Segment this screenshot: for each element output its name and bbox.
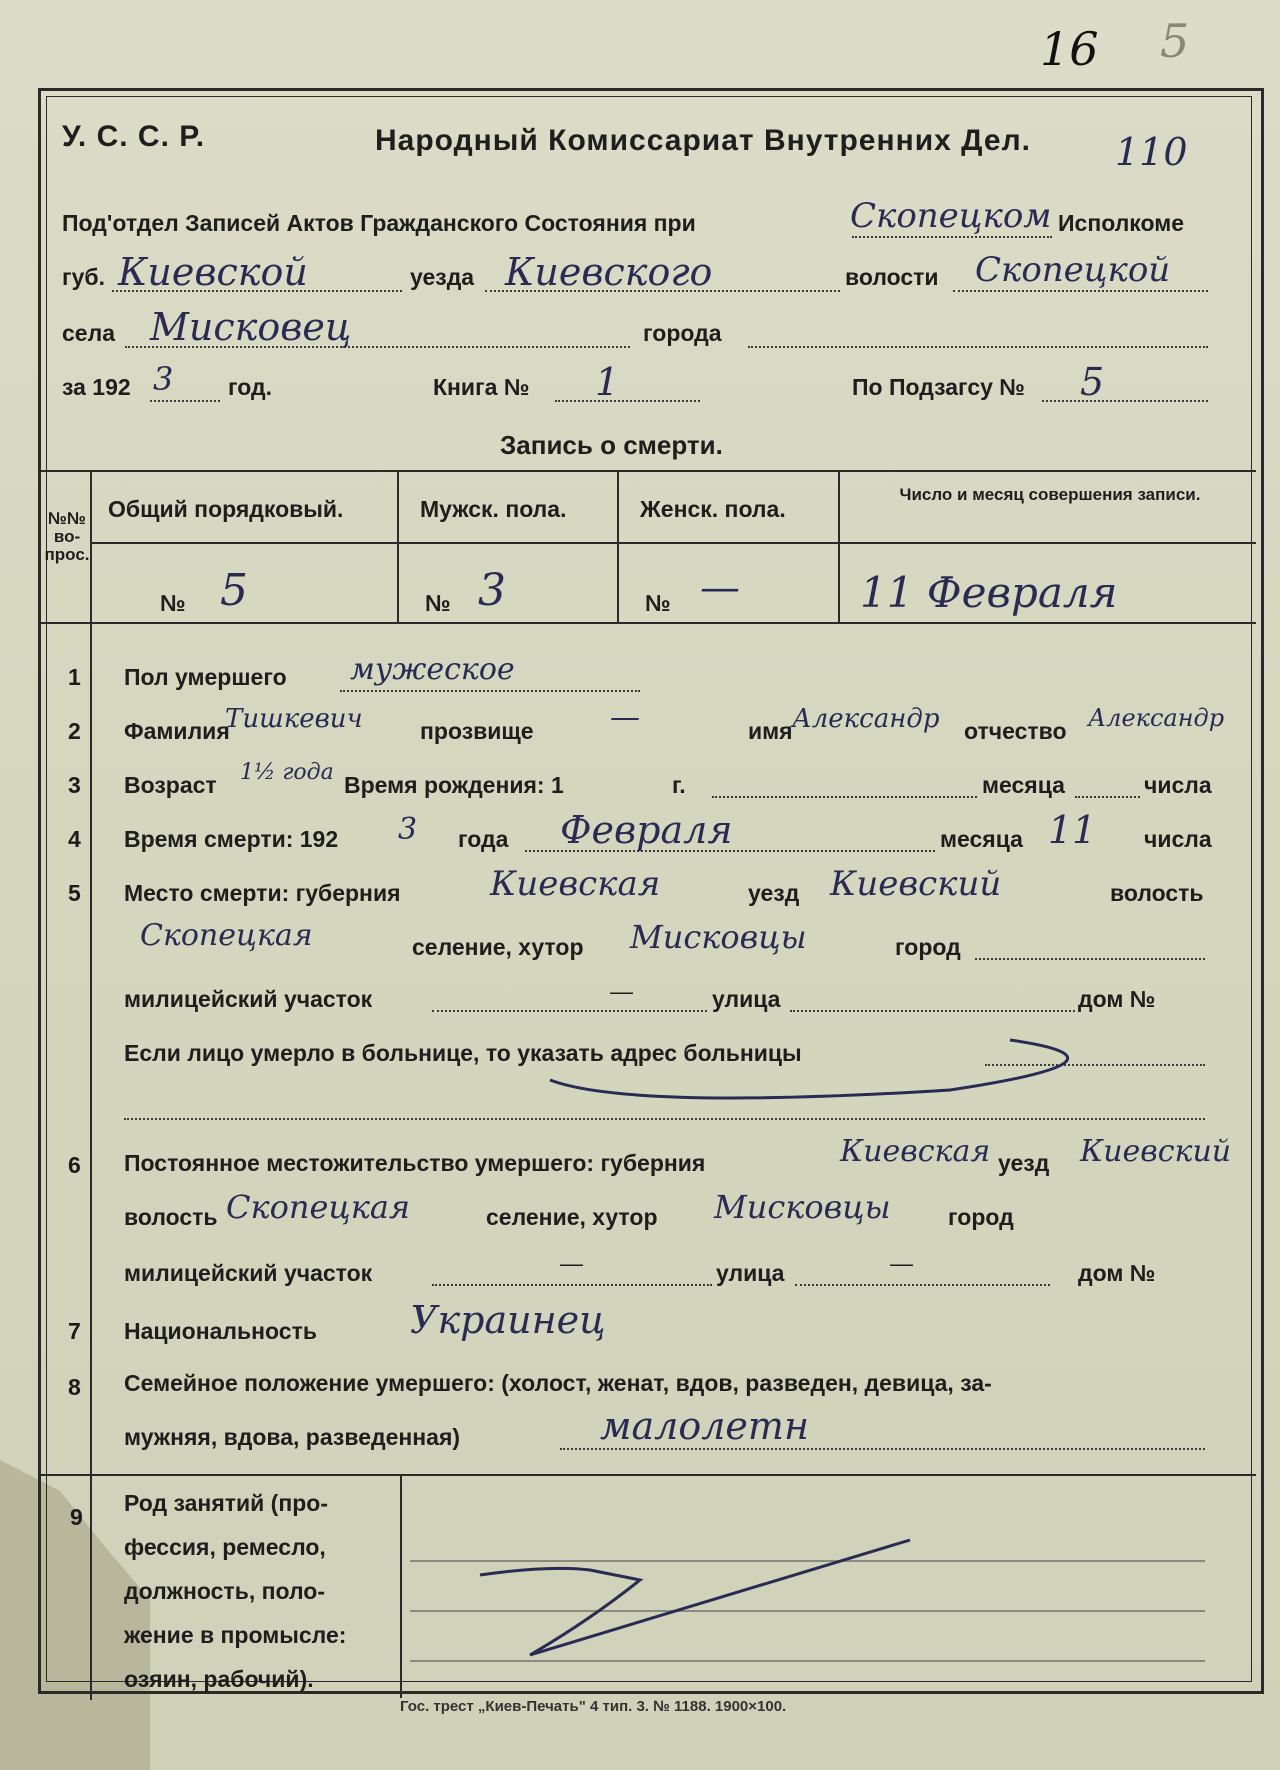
q9-line-5: озяин, рабочий). [124, 1666, 314, 1692]
year-label: за 192 [62, 374, 131, 400]
page-number: 16 [1040, 22, 1099, 76]
col-male: Мужск. пола. [420, 496, 567, 522]
print-footer: Гос. трест „Киев-Печать" 4 тип. 3. № 1188. 1900×100. [400, 1698, 787, 1715]
q5-uezd-value: Киевский [830, 864, 1002, 904]
subreg-value: 5 [1080, 360, 1105, 404]
occupation-strike [470, 1520, 930, 1670]
q5-gub-value: Киевская [490, 864, 661, 904]
volost-label: волости [845, 264, 939, 290]
q6-house: дом № [1078, 1260, 1156, 1286]
q6-number: 6 [68, 1152, 81, 1178]
gorod-label: города [643, 320, 722, 346]
q6-volost: волость [124, 1204, 218, 1230]
gub-value: Киевской [118, 250, 308, 294]
q5-street: улица [712, 986, 781, 1012]
q6-volost-value: Скопецкая [226, 1188, 411, 1226]
q5-number: 5 [68, 880, 81, 906]
q3-g: г. [672, 772, 686, 798]
general-no-label: № [160, 590, 186, 616]
q2-surname-value: Тишкевич [225, 704, 363, 734]
q4-month-value: Февраля [560, 808, 733, 852]
subreg-label: По Подзагсу № [852, 374, 1025, 400]
q6-uezd-value: Киевский [1080, 1134, 1232, 1169]
q8-value: малолетн [600, 1404, 809, 1448]
q8-label-1: Семейное положение умершего: (холост, женат, вдов, разведен, девица, за- [124, 1370, 992, 1396]
q9-line-3: должность, поло- [124, 1578, 325, 1604]
q8-number: 8 [68, 1374, 81, 1400]
q5-volost-value: Скопецкая [140, 918, 313, 953]
q6-militia-value: — [560, 1250, 583, 1276]
col-date: Число и месяц совершения записи. [899, 485, 1201, 504]
executive-label: Исполкоме [1058, 210, 1185, 236]
q2-name-label: имя [748, 718, 793, 744]
q5-selenie-value: Мисковцы [630, 918, 807, 956]
commissariat-title: Народный Комиссариат Внутренних Дел. [375, 124, 1031, 157]
gub-label: губ. [62, 264, 105, 290]
male-no-label: № [425, 590, 451, 616]
q5-gorod: город [895, 934, 961, 960]
q5-uezd: уезд [748, 880, 800, 906]
q5-volost: волость [1110, 880, 1204, 906]
subdepartment-label: Под'отдел Записей Актов Гражданского Состояния при [62, 210, 696, 236]
q1-number: 1 [68, 664, 81, 690]
q4-month: месяца [940, 826, 1023, 852]
q5-militia-value: — [610, 978, 633, 1004]
q4-death-year: 3 [398, 812, 418, 847]
uezd-value: Киевского [505, 250, 713, 294]
subdepartment-value: Скопецком [850, 196, 1052, 236]
q6-gub-value: Киевская [840, 1134, 991, 1169]
q6-street: улица [716, 1260, 785, 1286]
q4-year: года [458, 826, 509, 852]
volost-value: Скопецкой [975, 250, 1171, 290]
selo-value: Мисковец [150, 305, 352, 349]
q6-selenie: селение, хутор [486, 1204, 658, 1230]
book-label: Книга № [433, 374, 530, 400]
year-value: 3 [153, 360, 174, 398]
female-value: — [700, 565, 740, 611]
q4-day: числа [1144, 826, 1212, 852]
col-female: Женск. пола. [640, 496, 786, 522]
q2-nick-label: прозвище [420, 718, 534, 744]
q7-label: Национальность [124, 1318, 317, 1344]
q3-day: числа [1144, 772, 1212, 798]
q5-house: дом № [1078, 986, 1156, 1012]
god-label: год. [228, 374, 273, 400]
q2-patr-label: отчество [964, 718, 1067, 744]
q9-number: 9 [70, 1504, 83, 1530]
q3-number: 3 [68, 772, 81, 798]
q4-number: 4 [68, 826, 81, 852]
republic-label: У. С. С. Р. [62, 120, 206, 153]
q9-line-1: Род занятий (про- [124, 1490, 328, 1516]
q2-nick-value: — [610, 700, 640, 735]
page-number-alt: 5 [1160, 14, 1190, 68]
q2-patr-value: Александр [1088, 704, 1225, 732]
q5-militia: милицейский участок [124, 986, 373, 1012]
commissariat-number: 110 [1115, 130, 1188, 174]
q6-uezd: уезд [998, 1150, 1050, 1176]
q3-age-value: 1½ года [240, 760, 334, 785]
q1-label: Пол умершего [124, 664, 287, 690]
col-question-number: №№ во- прос. [44, 509, 90, 564]
record-title: Запись о смерти. [500, 430, 723, 460]
female-no-label: № [645, 590, 671, 616]
q6-selenie-value: Мисковцы [714, 1188, 891, 1226]
uezd-label: уезда [410, 264, 475, 290]
book-value: 1 [595, 360, 620, 404]
q5-hospital: Если лицо умерло в больнице, то указать адрес больницы [124, 1040, 802, 1066]
q4-death-label: Время смерти: 192 [124, 826, 339, 852]
q6-street-value: — [890, 1250, 913, 1276]
hospital-strike [530, 1020, 1130, 1120]
q9-line-4: жение в промысле: [124, 1622, 347, 1648]
q9-line-2: фессия, ремесло, [124, 1534, 326, 1560]
q6-militia: милицейский участок [124, 1260, 373, 1286]
q3-age-label: Возраст [124, 772, 217, 798]
q7-number: 7 [68, 1318, 81, 1344]
date-value: 11 Февраля [860, 568, 1118, 617]
general-value: 5 [220, 565, 248, 616]
q8-label-2: мужняя, вдова, разведенная) [124, 1424, 461, 1450]
q3-month: месяца [982, 772, 1065, 798]
q2-name-value: Александр [792, 704, 940, 734]
q2-number: 2 [68, 718, 81, 744]
q2-surname-label: Фамилия [124, 718, 230, 744]
col-general: Общий порядковый. [108, 496, 344, 522]
q5-selenie: селение, хутор [412, 934, 584, 960]
q6-gorod: город [948, 1204, 1014, 1230]
q5-place-label: Место смерти: губерния [124, 880, 401, 906]
q7-value: Украинец [410, 1298, 606, 1342]
q4-day-value: 11 [1048, 808, 1097, 852]
selo-label: села [62, 320, 115, 346]
q1-value: мужеское [350, 652, 515, 687]
q6-residence: Постоянное местожительство умершего: губерния [124, 1150, 706, 1176]
male-value: 3 [478, 565, 506, 616]
q3-birth-label: Время рождения: 1 [344, 772, 564, 798]
